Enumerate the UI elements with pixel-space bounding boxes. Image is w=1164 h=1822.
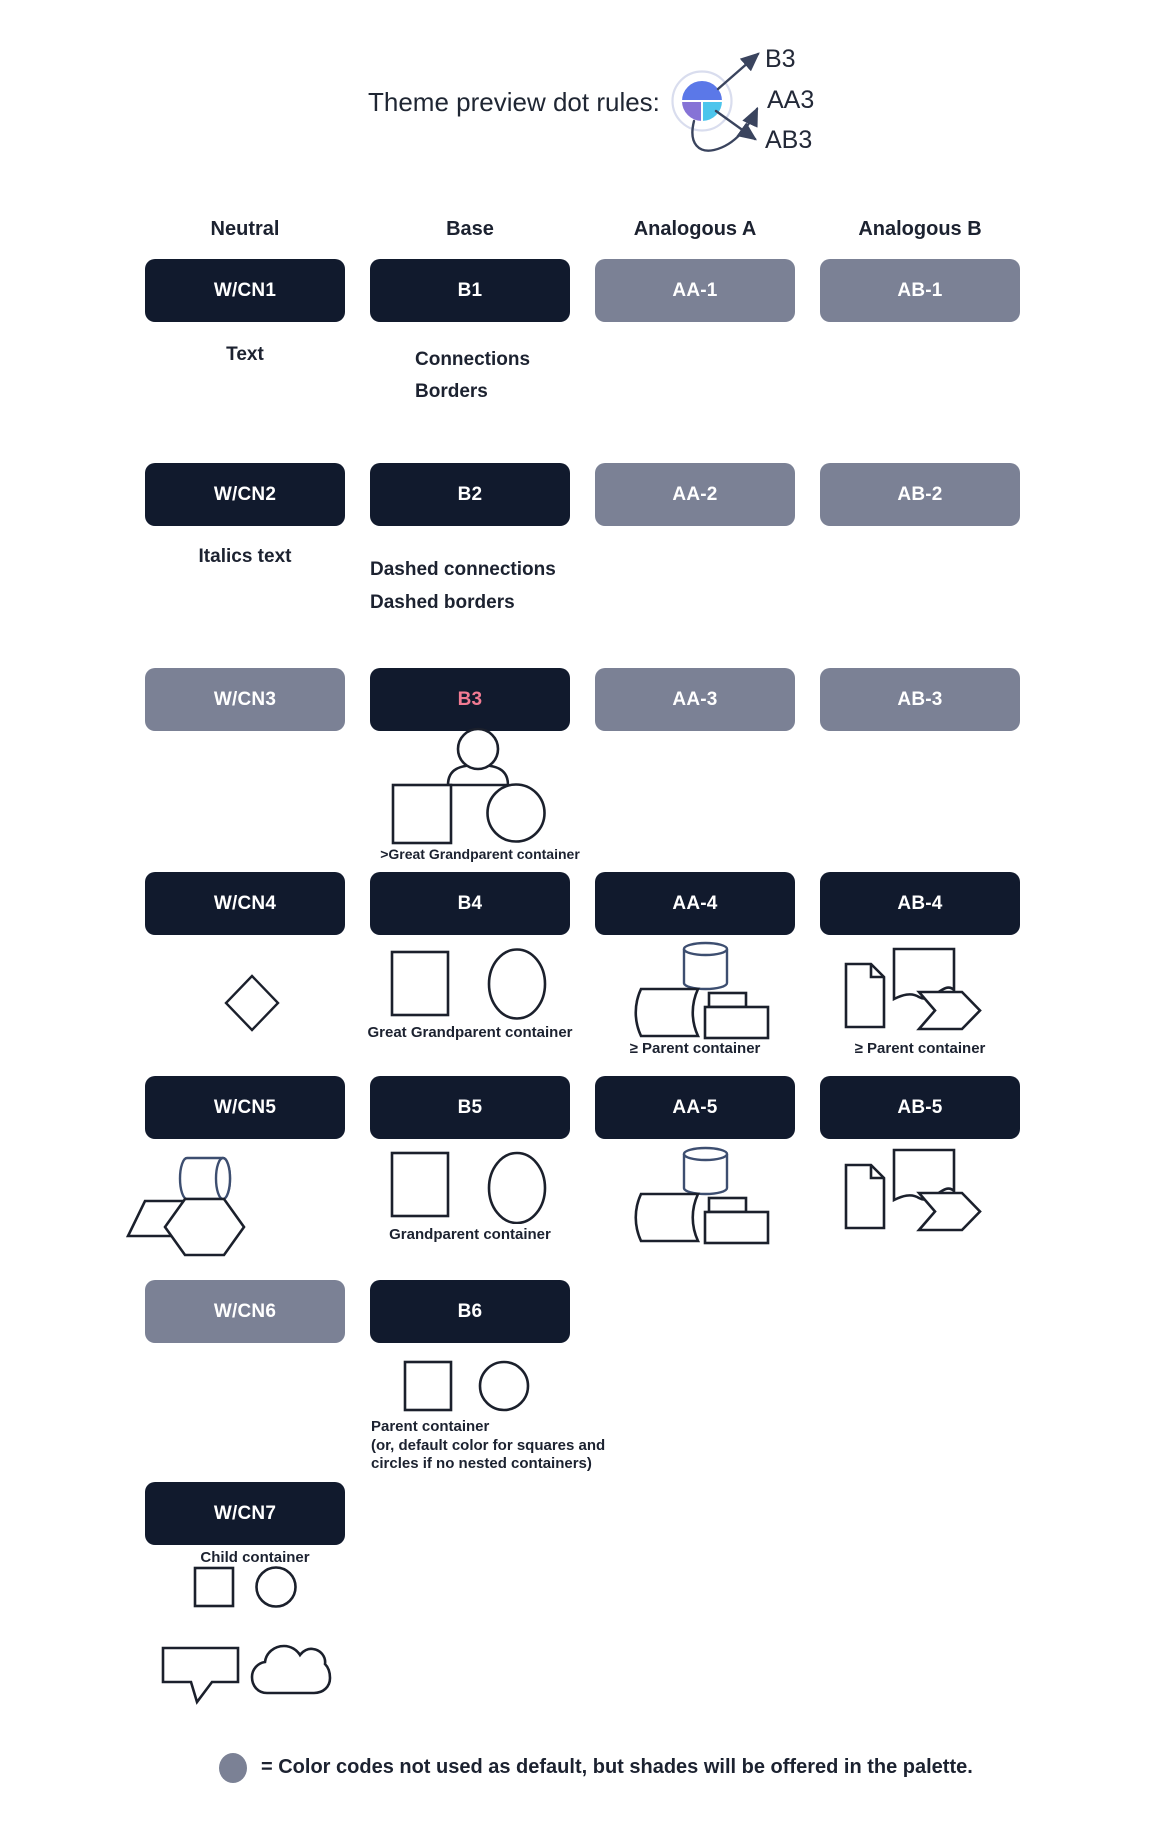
b3-shape-cluster xyxy=(365,722,595,846)
chip-aa2: AA-2 xyxy=(595,463,795,526)
speech-bubble-icon xyxy=(163,1648,238,1702)
chip-ab3: AB-3 xyxy=(820,668,1020,731)
square-icon xyxy=(405,1362,451,1410)
chevron-icon xyxy=(919,1193,980,1230)
column-header-analogous-a: Analogous A xyxy=(633,218,757,240)
caption-ab4: ≥ Parent container xyxy=(854,1040,986,1057)
chip-wcn3: W/CN3 xyxy=(145,668,345,731)
aa5-shape-cluster xyxy=(595,1140,795,1250)
stored-data-icon xyxy=(636,989,698,1036)
column-header-analogous-b: Analogous B xyxy=(858,218,982,240)
caption-wcn1: Text xyxy=(226,344,264,365)
chip-b1: B1 xyxy=(370,259,570,322)
chip-wcn1: W/CN1 xyxy=(145,259,345,322)
chip-b6: B6 xyxy=(370,1280,570,1343)
chip-ab2: AB-2 xyxy=(820,463,1020,526)
caption-b6-line1: Parent container xyxy=(371,1418,490,1435)
wcn5-shape-cluster xyxy=(120,1145,310,1265)
square-icon xyxy=(195,1568,233,1606)
cloud-icon xyxy=(252,1646,330,1693)
diamond-icon xyxy=(226,976,278,1030)
footnote-text: = Color codes not used as default, but shades will be offered in the palette. xyxy=(261,1756,973,1778)
chip-wcn6: W/CN6 xyxy=(145,1280,345,1343)
square-icon xyxy=(392,1153,448,1216)
cylinder-horizontal-icon xyxy=(180,1158,230,1199)
circle-icon xyxy=(489,950,545,1019)
wcn4-shape-cluster xyxy=(145,950,345,1060)
square-icon xyxy=(392,952,448,1015)
ab5-shape-cluster xyxy=(820,1136,1020,1246)
b5-shape-cluster xyxy=(360,1144,580,1224)
caption-wcn2: Italics text xyxy=(198,546,292,567)
arrow-to-b3-icon xyxy=(718,54,758,89)
chip-aa5: AA-5 xyxy=(595,1076,795,1139)
circle-icon xyxy=(257,1568,296,1607)
document-icon xyxy=(846,1165,884,1228)
cylinder-icon xyxy=(684,943,727,989)
page-title: Theme preview dot rules: xyxy=(368,87,660,117)
chip-wcn7: W/CN7 xyxy=(145,1482,345,1545)
dot-label-ab3: AB3 xyxy=(765,126,813,154)
caption-b4: Great Grandparent container xyxy=(367,1024,573,1041)
b6-shape-cluster xyxy=(370,1355,590,1417)
caption-b6-line2: (or, default color for squares and xyxy=(371,1436,606,1454)
circle-icon xyxy=(480,1362,528,1410)
folder-icon xyxy=(705,1198,768,1243)
caption-wcn7: Child container xyxy=(200,1549,310,1566)
circle-icon xyxy=(488,785,545,842)
chip-ab4: AB-4 xyxy=(820,872,1020,935)
caption-b1-line1: Connections xyxy=(415,349,531,370)
chip-b3: B3 xyxy=(370,668,570,731)
document-icon xyxy=(846,964,884,1027)
caption-b6-line3: circles if no nested containers) xyxy=(371,1455,592,1472)
caption-b3: >Great Grandparent container xyxy=(380,846,580,862)
stored-data-icon xyxy=(636,1194,698,1241)
aa4-shape-cluster xyxy=(595,935,795,1045)
wcn7-shape-cluster xyxy=(145,1558,365,1710)
chip-aa4: AA-4 xyxy=(595,872,795,935)
chip-b2: B2 xyxy=(370,463,570,526)
chip-wcn2: W/CN2 xyxy=(145,463,345,526)
caption-b6 xyxy=(371,1418,605,1474)
square-icon xyxy=(393,785,451,843)
dot-label-aa3: AA3 xyxy=(767,86,815,114)
folder-icon xyxy=(705,993,768,1038)
caption-b2 xyxy=(370,553,556,619)
person-head-icon xyxy=(458,729,498,769)
caption-b5: Grandparent container xyxy=(389,1226,551,1243)
chip-wcn4: W/CN4 xyxy=(145,872,345,935)
caption-aa4: ≥ Parent container xyxy=(629,1040,761,1057)
chip-aa1: AA-1 xyxy=(595,259,795,322)
cylinder-icon xyxy=(684,1148,727,1194)
chip-b4: B4 xyxy=(370,872,570,935)
caption-b1 xyxy=(415,344,530,408)
footnote-dot-icon xyxy=(219,1753,247,1783)
chevron-icon xyxy=(919,992,980,1029)
chip-wcn5: W/CN5 xyxy=(145,1076,345,1139)
b4-shape-cluster xyxy=(360,944,580,1024)
circle-icon xyxy=(489,1153,545,1223)
caption-b2-line1: Dashed connections xyxy=(370,559,556,580)
chip-aa3: AA-3 xyxy=(595,668,795,731)
caption-b2-line2: Dashed borders xyxy=(370,592,515,613)
column-header-base: Base xyxy=(446,218,494,240)
chip-b5: B5 xyxy=(370,1076,570,1139)
theme-preview-dot-icon xyxy=(640,25,860,165)
column-header-neutral: Neutral xyxy=(210,218,280,240)
caption-b1-line2: Borders xyxy=(415,381,488,402)
chip-ab1: AB-1 xyxy=(820,259,1020,322)
dot-label-b3: B3 xyxy=(765,45,796,73)
ab4-shape-cluster xyxy=(820,935,1020,1045)
chip-ab5: AB-5 xyxy=(820,1076,1020,1139)
